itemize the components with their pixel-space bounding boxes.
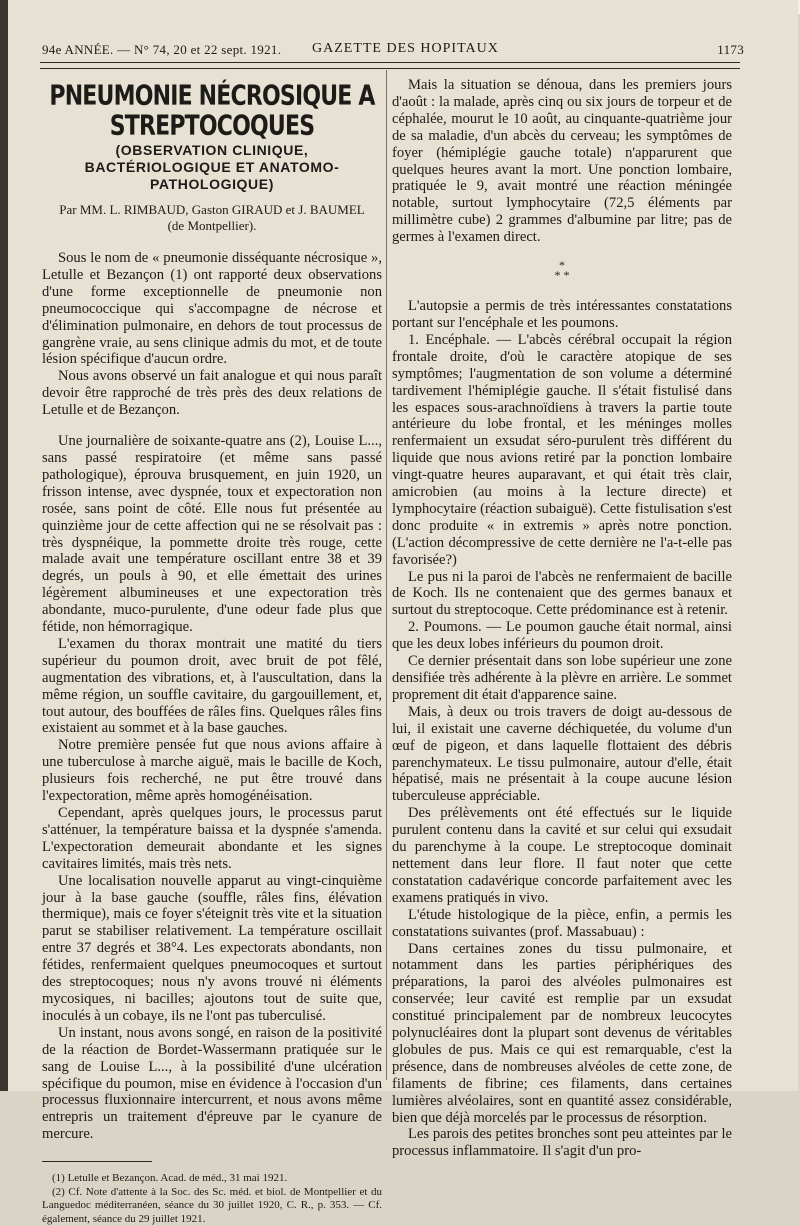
- authors-affiliation: (de Montpellier).: [167, 218, 257, 233]
- paragraph: Une journalière de soixante-quatre ans (2), Louise L..., sans passé respiratoire (et même sans passé pathologique), éprouva brusquement, en juin 1920, un frisson intense, avec dyspnée, toux et expectoration non rosée, sans point de côté. Elle nous fut présentée au quinzième jour de cette affection qui ne se résolvait pas : très dyspnéique, la pommette droite très rouge, cette malade avait une température oscillant entre 38 et 39 degrés, un pouls à 90, et elle émettait des urines légèrement albumineuses et une expectoration très abondante, muco-purulente, d'une odeur fade plus que fétide, non hémorragique.: [42, 433, 382, 636]
- paragraph: Cependant, après quelques jours, le processus parut s'atténuer, la température baissa et la dyspnée s'amenda. L'expectoration demeurait abondante et les signes cavitaires limités, mais très nets.: [42, 805, 382, 872]
- binding-spine: [0, 0, 8, 1091]
- paragraph: L'autopsie a permis de très intéressantes constatations portant sur l'encéphale et les poumons.: [392, 298, 732, 331]
- footnote: (1) Letulle et Bezançon. Acad. de méd., 31 mai 1921.: [52, 1172, 288, 1185]
- paragraph: Mais, à deux ou trois travers de doigt au-dessous de lui, il existait une caverne déchiquetée, du volume d'un œuf de pigeon, et dans laquelle flottaient des débris parenchymateux. Le tissu pulmonaire, autour d'elle, était hépatisé, mais ne présentait à la coupe aucune lésion tuberculeuse appréciable.: [392, 703, 732, 805]
- paragraph: 2. Poumons. — Le poumon gauche était normal, ainsi que les deux lobes inférieurs du poumon droit.: [392, 619, 732, 653]
- paragraph: Sous le nom de « pneumonie disséquante nécrosique », Letulle et Bezançon (1) ont rapporté deux observations d'une forme exceptionnelle de pneumonie non pneumococcique qui s'accompagne de nécrose et d'élimination pulmonaire, en dehors de tout processus de gangrène vraie, au sens clinique admis du mot, et de toute lésion spécifique d'aucun ordre.: [42, 250, 382, 368]
- article-title: PNEUMONIE NÉCROSIQUE A STREPTOCOQUES: [49, 80, 375, 142]
- paragraph: L'étude histologique de la pièce, enfin, a permis les constatations suivantes (prof. Massabuau) :: [392, 906, 732, 940]
- running-header: [42, 42, 742, 62]
- paragraph: Le pus ni la paroi de l'abcès ne renfermaient de bacille de Koch. Ils ne contenaient que des germes banaux et surtout du streptocoque. Cette prédominance est à retenir.: [392, 568, 732, 619]
- paragraph: Un instant, nous avons songé, en raison de la positivité de la réaction de Bordet-Wassermann pratiquée sur le sang de Louise L..., à la possibilité d'une ulcération spécifique du poumon, mise en évidence à l'occasion d'un processus fluxionnaire intercurrent, et nous avons même entrepris un traitement d'épreuve par le cyanure de mercure.: [42, 1024, 382, 1143]
- section-separator: * * *: [554, 258, 570, 283]
- authors-names: Par MM. L. RIMBAUD, Gaston GIRAUD et J. BAUMEL: [59, 202, 365, 217]
- header-rule: [40, 62, 740, 63]
- paragraph: Dans certaines zones du tissu pulmonaire, et notamment dans les parties périphériques des préparations, la paroi des alvéoles pulmonaires est conservée; leur cavité est remplie par un exsudat constitué principalement par de nombreux leucocytes polynucléaires dont la plupart sont devenus de véritables globules de pus. Mais ce qui est remarquable, c'est la présence, dans de nombreuses alvéoles de cette zone, de filaments de fibrine; ces filaments, dans certaines lumières alvéolaires, sont en quantité assez considérable, bien que déjà morcelés par le processus de résorption.: [392, 940, 732, 1126]
- paragraph: Mais la situation se dénoua, dans les premiers jours d'août : la malade, après cinq ou six jours de torpeur et de céphalée, mourut le 10 août, au cinquante-quatrième jour de sa maladie, d'un abcès du cerveau; les symptômes de foyer (hémiplégie gauche totale) n'apparurent que quelques heures avant la mort. Une ponction lombaire, pratiquée le 9, avait montré une réaction méningée notable, surtout lymphocytaire (72,5 éléments par millimètre cube) 2 grammes d'albumine par litre; pas de germes à l'examen direct.: [392, 77, 732, 246]
- paragraph: Nous avons observé un fait analogue et qui nous paraît devoir être rapproché de très près des deux relations de Letulle et de Bezançon.: [42, 368, 382, 419]
- paragraph: Des prélèvements ont été effectués sur le liquide purulent contenu dans la cavité et sur celui qui exsudait du parenchyme à la coupe. Le streptocoque dominait nettement dans leur flore. Il faut noter que cette constatation cadavérique concorde parfaitement avec les examens pratiqués in vivo.: [392, 805, 732, 906]
- article-authors: [42, 202, 382, 234]
- issue-info: 94e ANNÉE. — N° 74, 20 et 22 sept. 1921.: [42, 42, 282, 57]
- paragraph: 1. Encéphale. — L'abcès cérébral occupait la région frontale droite, d'où le caractère atopique de ses symptômes; l'augmentation de son volume a déterminé tardivement l'hémiplégie gauche. Il s'était fistulisé dans les espaces sous-arachnoïdiens à travers la partie toute antérieure du lobe frontal, et les méninges molles renfermaient un exsudat séro-purulent très différent du liquide que nous avions retiré par la ponction lombaire vingt-quatre heures auparavant, et qui était très clair, amicrobien (au moins à la lecture directe) et lymphocytaire (réaction subaiguë). Cette fistulisation s'est donc produite « in extremis » après notre ponction. (L'action décompressive de cette dernière ne l'a-t-elle pas favorisée?): [392, 331, 732, 568]
- paragraph: Ce dernier présentait dans son lobe supérieur une zone densifiée très adhérente à la plèvre en arrière. Le sommet proprement dit était d'apparence saine.: [392, 653, 732, 703]
- page-number: 1173: [717, 42, 744, 57]
- footnotes: [42, 1172, 382, 1226]
- article-subtitle: (OBSERVATION CLINIQUE, BACTÉRIOLOGIQUE ET ANATOMO-PATHOLOGIQUE): [84, 142, 340, 192]
- footnote: (2) Cf. Note d'attente à la Soc. des Sc. méd. et biol. de Montpellier et du Languedoc méditerranéen, séance du 30 juillet 1920, C. R., p. 353. — Cf. également, séance du 29 juillet 1921.: [42, 1185, 382, 1225]
- footnote-rule: [42, 1161, 152, 1162]
- paragraph: Notre première pensée fut que nous avions affaire à une tuberculose à marche aiguë, mais le bacille de Koch, plusieurs fois recherché, ne put être trouvé dans l'expectoration, même après homogénéisation.: [42, 737, 382, 805]
- header-rule-double: [40, 68, 740, 69]
- paragraph: Une localisation nouvelle apparut au vingt-cinquième jour à la base gauche (souffle, râles fins, élévation thermique), mais ce foyer s'éteignit très vite et la situation parut se stabiliser relativement. La température oscillait entre 37 degrés et 38°4. Les expectorats abondants, non fétides, renfermaient quelques pneumocoques et surtout des streptocoques; nous n'y avons trouvé ni éléments mycosiques, ni bacilles; ajoutons tout de suite que, inoculés à un cobaye, ils ne l'ont pas tuberculisé.: [42, 872, 382, 1024]
- paragraph: L'examen du thorax montrait une matité du tiers supérieur du poumon droit, avec bruit de pot fêlé, augmentation des vibrations, et, à l'auscultation, dans la même région, un souffle cavitaire, du gargouillement, et, tout autour, des bouffées de râles fins. Quelques râles fins existaient au sommet et à la base gauches.: [42, 635, 382, 737]
- journal-name: GAZETTE DES HOPITAUX: [312, 41, 499, 56]
- column-divider: [386, 70, 387, 1080]
- left-column: [42, 82, 382, 1226]
- right-column: [392, 77, 732, 1160]
- paragraph: Les parois des petites bronches sont peu atteintes par le processus inflammatoire. Il s'agit d'un pro-: [392, 1126, 732, 1160]
